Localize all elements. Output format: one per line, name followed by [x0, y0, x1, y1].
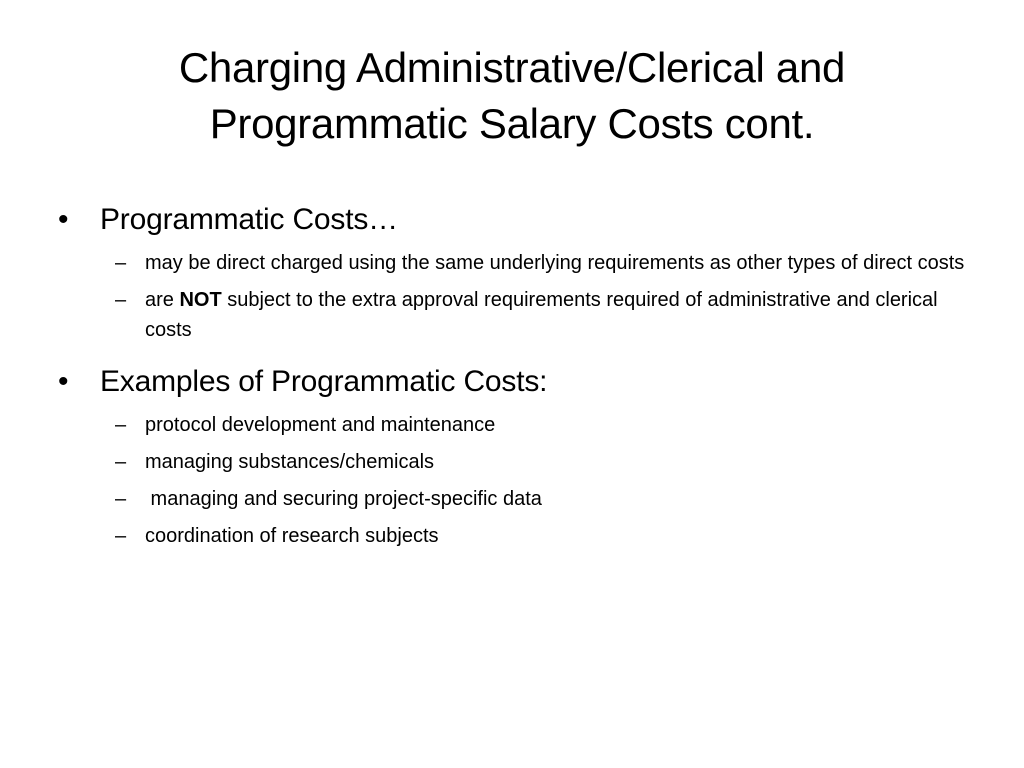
sublist-programmatic-costs	[58, 248, 968, 345]
dash-icon: –	[115, 289, 127, 311]
list-item-text: protocol development and maintenance	[145, 414, 496, 436]
bullet-programmatic-costs	[58, 200, 968, 240]
dash-icon: –	[115, 252, 127, 274]
list-item	[58, 285, 968, 345]
dash-icon: –	[115, 525, 127, 547]
list-item-text: managing and securing project-specific data	[145, 488, 542, 510]
bullet-examples	[58, 362, 968, 402]
list-item-text-tail: subject to the extra approval requirements required of administrative and clerical costs	[145, 289, 938, 341]
list-item-emphasis: NOT	[179, 289, 222, 311]
dash-icon: –	[115, 451, 127, 473]
list-item	[58, 248, 968, 278]
list-item	[58, 521, 968, 551]
bullet-heading: Programmatic Costs…	[100, 203, 398, 236]
list-item-text: may be direct charged using the same underlying requirements as other types of direct costs	[145, 252, 965, 274]
bullet-heading: Examples of Programmatic Costs:	[100, 365, 548, 398]
list-item	[58, 484, 968, 514]
dash-icon: –	[115, 414, 127, 436]
list-item	[58, 410, 968, 440]
slide-title	[60, 40, 964, 152]
dash-icon: –	[115, 488, 127, 510]
list-item-text-lead: are	[145, 289, 180, 311]
slide-title-line-1: Charging Administrative/Clerical and	[178, 44, 846, 91]
sublist-examples	[58, 410, 968, 551]
list-item-text: managing substances/chemicals	[145, 451, 435, 473]
list-item-text: coordination of research subjects	[145, 525, 439, 547]
list-item	[58, 447, 968, 477]
bullet-icon: •	[58, 365, 69, 398]
slide-title-line-2: Programmatic Salary Costs cont.	[209, 100, 815, 147]
bullet-icon: •	[58, 203, 69, 236]
slide-body	[58, 200, 968, 558]
